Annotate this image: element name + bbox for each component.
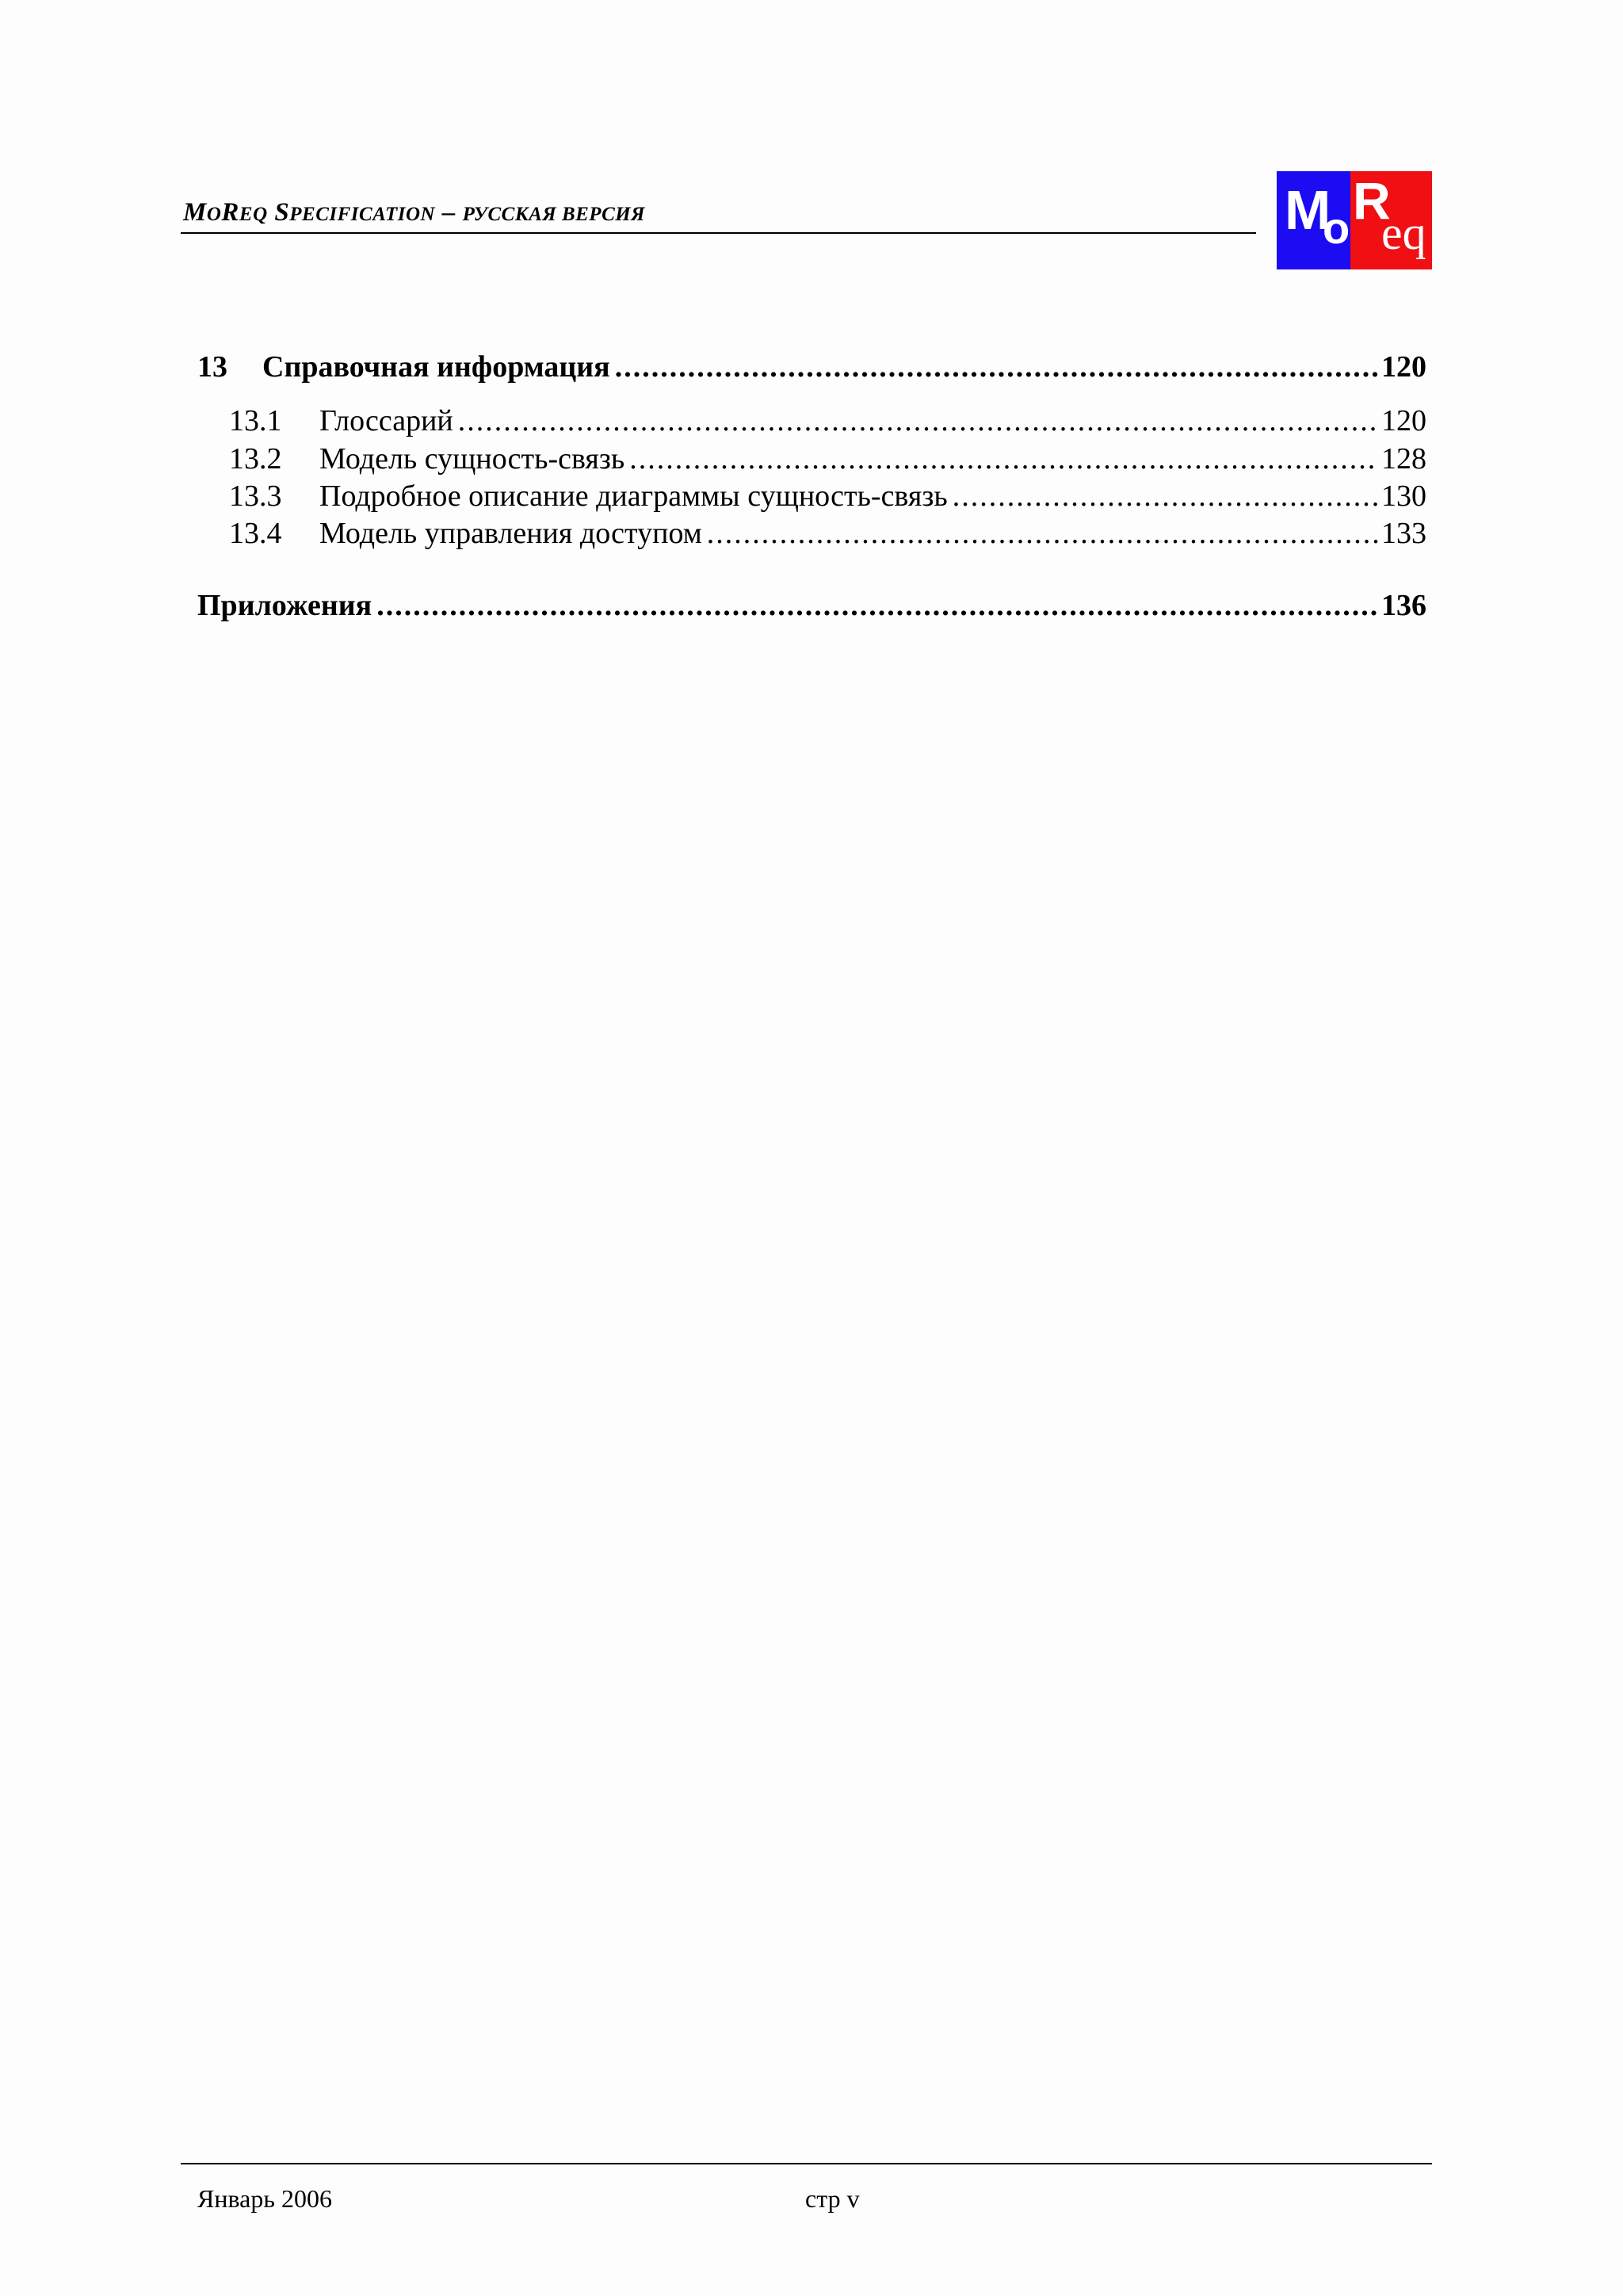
moreq-logo xyxy=(1277,171,1432,269)
toc-entry-page: 136 xyxy=(1381,589,1426,622)
header-title-part: S xyxy=(274,198,290,227)
toc-entry-title: Подробное описание диаграммы сущность-связь xyxy=(319,479,948,513)
toc-entry[interactable] xyxy=(197,590,1426,621)
toc-dot-leader xyxy=(707,518,1378,548)
toc-entry-page: 130 xyxy=(1381,479,1426,513)
toc-entry-page: 128 xyxy=(1381,442,1426,476)
toc-entry-number: 13.1 xyxy=(229,404,282,437)
toc-entry-title: Модель сущность-связь xyxy=(319,442,625,476)
header-rule xyxy=(181,232,1256,234)
header-title-part: EQ xyxy=(239,204,268,225)
toc-entry-title: Приложения xyxy=(197,589,372,622)
footer-rule xyxy=(181,2163,1432,2164)
header-title-part: R xyxy=(221,198,239,227)
toc-entry-title: Справочная информация xyxy=(262,350,610,384)
logo-letter: M xyxy=(1285,179,1331,241)
toc-entry[interactable] xyxy=(229,518,1426,548)
header-title-part: PECIFICATION xyxy=(289,204,436,225)
toc-entry[interactable] xyxy=(229,406,1426,436)
toc-entry-title: Модель управления доступом xyxy=(319,517,702,550)
toc-entry-number: 13.4 xyxy=(229,517,282,550)
toc-entry-number: 13.2 xyxy=(229,442,282,476)
toc-entry-page: 120 xyxy=(1381,404,1426,437)
header-title-part: M xyxy=(183,198,207,227)
toc-entry-number: 13.3 xyxy=(229,479,282,513)
toc-entry-number: 13 xyxy=(197,350,227,384)
toc-dot-leader xyxy=(615,352,1378,382)
toc-entry[interactable] xyxy=(197,352,1426,382)
toc-dot-leader xyxy=(629,444,1378,474)
footer-date: Январь 2006 xyxy=(197,2184,332,2213)
document-header-title xyxy=(183,198,645,227)
toc-dot-leader xyxy=(953,481,1378,511)
toc-entry-page: 133 xyxy=(1381,517,1426,550)
logo-letter: eq xyxy=(1381,207,1426,259)
toc-dot-leader xyxy=(376,590,1378,621)
logo-letter: R xyxy=(1353,171,1391,230)
toc-entry[interactable] xyxy=(229,481,1426,511)
header-title-part: РУССКАЯ ВЕРСИЯ xyxy=(462,204,645,225)
toc-entry-title: Глоссарий xyxy=(319,404,453,437)
toc-dot-leader xyxy=(458,406,1378,436)
toc-entry[interactable] xyxy=(229,444,1426,474)
toc-entry-page: 120 xyxy=(1381,350,1426,384)
logo-letter: o xyxy=(1323,203,1350,253)
header-title-part: O xyxy=(206,204,222,225)
footer-page-number: стр v xyxy=(805,2184,860,2213)
header-title-part: – xyxy=(435,198,463,227)
